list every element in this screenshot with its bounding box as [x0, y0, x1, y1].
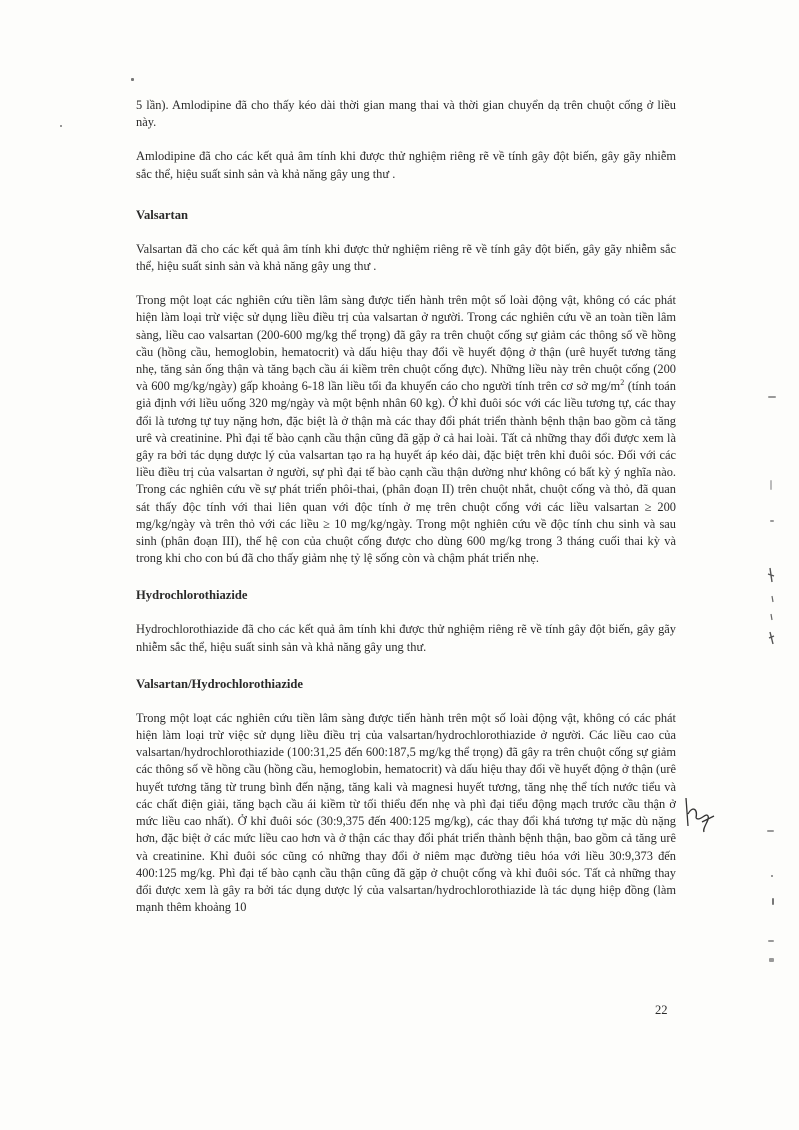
paragraph-amlodipine-genotoxicity: Amlodipine đã cho các kết quả âm tính khi được thử nghiệm riêng rẽ về tính gây đột biến, gây gãy nhiễm sắc thể, hiệu suất sinh sản và khả năng gây ung thư . [136, 149, 676, 181]
document-body [136, 97, 676, 916]
paragraph-amlodipine-pregnancy: 5 lần). Amlodipine đã cho thấy kéo dài thời gian mang thai và thời gian chuyển dạ trên chuột cống ở liều này. [136, 98, 676, 130]
handwritten-initials [680, 792, 720, 842]
scan-speck [769, 958, 774, 962]
heading-valsartan-hydrochlorothiazide: Valsartan/Hydrochlorothiazide [136, 676, 303, 691]
scan-speck [131, 78, 134, 81]
scan-speck [768, 940, 774, 942]
paragraph-hydrochlorothiazide-genotoxicity: Hydrochlorothiazide đã cho các kết quả âm tính khi được thử nghiệm riêng rẽ về tính gây đột biến, gây gãy nhiễm sắc thể, hiệu suất sinh sản và khả năng gây ung thư. [136, 622, 676, 654]
valsartan-preclinical-text-2: (tính toán giả định với liều uống 320 mg/ngày và một bệnh nhân 60 kg). Ở khỉ đuôi sóc với các liều tương tự, các thay đổi là tương tự tuy nặng hơn, đặc biệt là ở thận mà các thay đổi phát triển thành bệnh thận bao gồm cả tăng urê và creatinine. Phì đại tế bào cạnh cầu thận cũng đã gặp ở cả hai loài. Tất cả những thay đổi được xem là gây ra bởi tác dụng dược lý của valsartan tạo ra hạ huyết áp kéo dài, đặc biệt trên khỉ đuôi sóc. Đối với các liều điều trị của valsartan ở người, sự phì đại tế bào cạnh cầu thận dường như không có bất kỳ ý nghĩa nào. Trong các nghiên cứu về sự phát triển phôi-thai, (phân đoạn II) trên chuột nhắt, chuột cống và thỏ, đã quan sát thấy độc tính với thai liên quan với độc tính ở mẹ trên chuột cống với các liều valsartan ≥ 200 mg/kg/ngày và trên thỏ với các liều ≥ 10 mg/kg/ngày. Trong một nghiên cứu về độc tính chu sinh và sau sinh (phân đoạn III), thế hệ con của chuột cống được cho dùng 600 mg/kg trong 3 tháng cuối thai kỳ và trong khi cho con bú đã cho thấy giảm nhẹ tỷ lệ sống còn và chậm phát triển nhẹ. [136, 379, 676, 566]
heading-valsartan: Valsartan [136, 207, 189, 222]
paragraph-valsartan-genotoxicity: Valsartan đã cho các kết quả âm tính khi được thử nghiệm riêng rẽ về tính gây đột biến, gây gãy nhiễm sắc thể, hiệu suất sinh sản và khả năng gây ung thư . [136, 241, 676, 274]
scan-speck [60, 125, 62, 127]
page-number: 22 [655, 1003, 668, 1017]
superscript-2: 2 [620, 378, 625, 388]
paragraph-combination-preclinical: Trong một loạt các nghiên cứu tiền lâm sàng được tiến hành trên một số loài động vật, không có các phát hiện làm loại trừ việc sử dụng liều điều trị của valsartan/hydrochlorothiazide ở người. Các liều cao của valsartan/hydrochlorothiazide (100:31,25 đến 600:187,5 mg/kg thể trọng) đã gây ra trên chuột cống sự giảm các thông số về hồng cầu (hồng cầu, hemoglobin, hematocrit) và dấu hiệu thay đổi về huyết động ở thận (urê huyết tương tăng từ trung bình đến nặng, tăng kali và magnesi huyết tương, tăng nhẹ thể tích nước tiểu và các chất điện giải, tăng bạch cầu ái kiềm từ tối thiểu đến nhẹ và phì đại tiểu động mạch trước cầu thận ở mức liều cao nhất). Ở khỉ đuôi sóc (30:9,375 đến 400:125 mg/kg), các thay đổi khá tương tự mặc dù nặng hơn, đặc biệt ở các mức liều cao hơn và ở thận các thay đổi phát triển thành bệnh thận, bao gồm cả tăng urê và creatinine. Khỉ đuôi sóc cũng có những thay đổi ở niêm mạc đường tiêu hóa với liều 30:9,373 đến 400:125 mg/kg. Phì đại tế bào cạnh cầu thận cũng đã gặp ở chuột cống và khỉ đuôi sóc. Tất cả những thay đổi được xem là gây ra bởi tác dụng dược lý của valsartan/hydrochlorothiazide là tác dụng hiệp đồng (làm mạnh thêm khoảng 10 [136, 710, 676, 915]
scan-speck [768, 396, 776, 398]
valsartan-preclinical-text-1: Trong một loạt các nghiên cứu tiền lâm sàng được tiến hành trên một số loài động vật, không có các phát hiện làm loại trừ việc sử dụng liều điều trị của valsartan ở người. Trong các nghiên cứu về an toàn tiền lâm sàng, liều cao valsartan (200-600 mg/kg thể trọng) đã gây ra trên chuột cống sự giảm các thông số về hồng cầu (hồng cầu, hemoglobin, hematocrit) và dấu hiệu thay đổi về huyết động ở thận (urê huyết tương tăng nhẹ, tăng sản ống thận và tăng bạch cầu ái kiềm trên chuột cống đực). Những liều này trên chuột cống (200 và 600 mg/kg/ngày) gấp khoảng 6-18 lần liều tối đa khuyến cáo cho người tính trên cơ sở mg/m [136, 293, 676, 394]
paragraph-valsartan-preclinical [136, 292, 676, 567]
margin-marks [760, 560, 790, 650]
scan-speck [767, 830, 774, 832]
scan-speck [771, 875, 773, 877]
heading-hydrochlorothiazide: Hydrochlorothiazide [136, 588, 248, 603]
scan-speck [770, 480, 772, 490]
scan-speck [772, 898, 774, 905]
scan-speck [770, 520, 774, 522]
